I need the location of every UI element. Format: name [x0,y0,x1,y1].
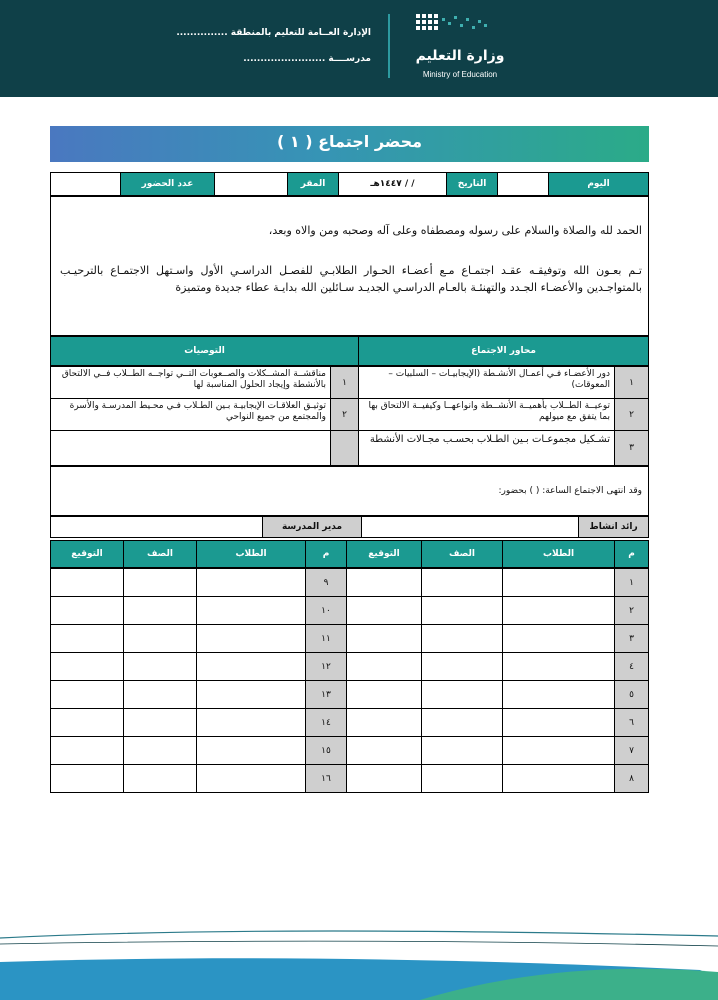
att-left-student-field[interactable] [196,680,306,709]
att-right-student-field[interactable] [502,624,615,653]
att-right-class-field[interactable] [421,596,503,625]
att-right-row-num: ٢ [614,596,649,625]
att-right-header-num: م [614,540,649,568]
att-left-class-field[interactable] [123,568,197,597]
att-right-class-field[interactable] [421,652,503,681]
leader-signature[interactable] [361,516,579,538]
att-right-class-field[interactable] [421,708,503,737]
att-right-student-field[interactable] [502,652,615,681]
att-left-signature-field[interactable] [50,736,124,765]
att-right-student-field[interactable] [502,736,615,765]
att-left-row-num: ٩ [305,568,347,597]
att-right-signature-field[interactable] [346,596,422,625]
recommendation-item-3[interactable] [50,430,331,466]
page-title: محضر اجتماع ( ١ ) [276,132,423,151]
att-left-signature-field[interactable] [50,596,124,625]
place-field[interactable] [214,172,288,196]
att-right-signature-field[interactable] [346,652,422,681]
att-left-class-field[interactable] [123,680,197,709]
att-left-row-num: ١٥ [305,736,347,765]
date-label: التاريخ [446,172,498,196]
att-left-class-field[interactable] [123,652,197,681]
school-line: مدرســــة ........................ [243,54,371,64]
att-left-header-student: الطلاب [196,540,306,568]
day-label: اليوم [548,172,649,196]
att-left-student-field[interactable] [196,708,306,737]
att-left-class-field[interactable] [123,708,197,737]
att-right-class-field[interactable] [421,736,503,765]
att-right-signature-field[interactable] [346,764,422,793]
att-right-row-num: ٧ [614,736,649,765]
agenda-header: محاور الاجتماع [358,336,649,366]
att-right-signature-field[interactable] [346,680,422,709]
att-left-header-signature: التوقيع [50,540,124,568]
att-left-class-field[interactable] [123,596,197,625]
att-left-student-field[interactable] [196,596,306,625]
day-field[interactable] [497,172,549,196]
att-right-row-num: ٣ [614,624,649,653]
att-left-row-num: ١٣ [305,680,347,709]
att-right-student-field[interactable] [502,680,615,709]
attendance-field[interactable] [50,172,121,196]
att-right-row-num: ١ [614,568,649,597]
att-right-class-field[interactable] [421,624,503,653]
att-right-signature-field[interactable] [346,624,422,653]
att-left-header-num: م [305,540,347,568]
att-left-signature-field[interactable] [50,680,124,709]
ministry-logo [400,8,520,88]
logo-divider [388,14,390,78]
att-left-signature-field[interactable] [50,764,124,793]
intro-body: تـم بعـون الله وتوفيقـه عقـد اجتمـاع مـع أعضـاء الحـوار الطلابـي للفصـل الدراسـي الأول واسـتهل الاجتمـاع بالترحيـب بالمتواجـدين والأعضـاء الجـدد والتهنئـة بالعـام الدراسـي الجديـد سـائلين الله بدايـة عطاء جديدة ومتميزة [60,264,642,294]
att-left-header-class: الصف [123,540,197,568]
att-right-student-field[interactable] [502,596,615,625]
recommendations-header: التوصيات [50,336,359,366]
title-banner [50,126,649,162]
att-left-student-field[interactable] [196,624,306,653]
att-left-row-num: ١٠ [305,596,347,625]
att-left-student-field[interactable] [196,736,306,765]
att-right-row-num: ٥ [614,680,649,709]
att-right-header-student: الطلاب [502,540,615,568]
att-left-signature-field[interactable] [50,708,124,737]
att-right-student-field[interactable] [502,764,615,793]
agenda-item-1: دور الأعضـاء فـي أعمـال الأنشـطة (الإيجابيـات – السلبيات – المعوقات) [358,366,615,399]
footer-wave [0,900,718,1000]
att-left-student-field[interactable] [196,764,306,793]
att-right-student-field[interactable] [502,708,615,737]
att-left-row-num: ١٤ [305,708,347,737]
att-right-signature-field[interactable] [346,736,422,765]
ministry-name-ar: وزارة التعليم [415,48,505,64]
att-left-student-field[interactable] [196,568,306,597]
att-right-signature-field[interactable] [346,568,422,597]
principal-label: مدير المدرسة [262,516,362,538]
att-right-class-field[interactable] [421,680,503,709]
att-left-signature-field[interactable] [50,568,124,597]
date-field[interactable]: / / ١٤٤٧هـ [338,172,447,196]
att-right-header-signature: التوقيع [346,540,422,568]
recommendation-num-2: ٢ [330,398,359,431]
ministry-name-en: Ministry of Education [422,70,498,79]
att-right-signature-field[interactable] [346,708,422,737]
att-left-student-field[interactable] [196,652,306,681]
attendance-label: عدد الحضور [120,172,215,196]
att-right-row-num: ٦ [614,708,649,737]
att-right-row-num: ٨ [614,764,649,793]
principal-signature[interactable] [50,516,263,538]
att-left-class-field[interactable] [123,764,197,793]
agenda-item-2: توعيــة الطــلاب بأهميــة الأنشــطة وانواعهــا وكيفيــة الالتحاق بها بما يتفق مع ميولهم [358,398,615,431]
att-right-header-class: الصف [421,540,503,568]
att-left-signature-field[interactable] [50,652,124,681]
att-left-row-num: ١١ [305,624,347,653]
page-header [0,0,718,97]
att-left-row-num: ١٢ [305,652,347,681]
att-right-row-num: ٤ [614,652,649,681]
att-right-class-field[interactable] [421,568,503,597]
agenda-num-3: ٣ [614,430,649,466]
intro-greeting: الحمد لله والصلاة والسلام على رسوله ومصطفاه وعلى آله وصحبه ومن والاه وبعد، [268,224,642,237]
place-label: المقر [287,172,339,196]
att-right-student-field[interactable] [502,568,615,597]
recommendation-item-1: مناقشــة المشــكلات والصــعوبات التــي تواجــه الطــلاب فــي الالتحاق بالأنشطة وإيجاد الحلول المناسبة لها [50,366,331,399]
att-left-class-field[interactable] [123,624,197,653]
att-left-class-field[interactable] [123,736,197,765]
logo-dots-icon [414,12,494,38]
recommendation-item-2: توثيـق العلاقـات الإيجابيـة بـين الطـلاب فـي محـيط المدرسـة والأسرة والمجتمع من جميع النواحي [50,398,331,431]
agenda-num-1: ١ [614,366,649,399]
att-left-row-num: ١٦ [305,764,347,793]
att-left-signature-field[interactable] [50,624,124,653]
agenda-num-2: ٢ [614,398,649,431]
closing-text: وقد انتهى الاجتماع الساعة: ( ) بحضور: [498,486,642,496]
recommendation-num-1: ١ [330,366,359,399]
admin-line: الإدارة العــامة للتعليم بالمنطقة ............... [176,28,371,38]
att-right-class-field[interactable] [421,764,503,793]
recommendation-num-3 [330,430,359,466]
agenda-item-3: تشـكيل مجموعـات بـين الطـلاب بحسـب مجـالات الأنشطة [358,430,615,466]
leader-label: رائد انشاط [578,516,649,538]
